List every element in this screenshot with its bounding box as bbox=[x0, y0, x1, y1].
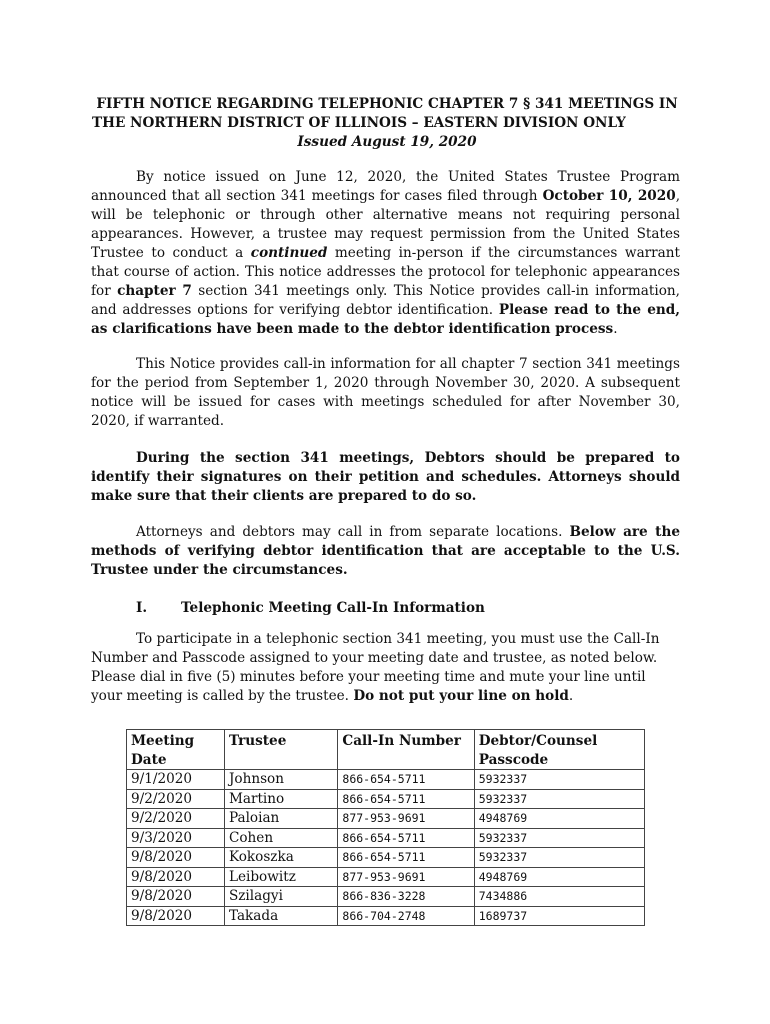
intro-text-e: meeting in-person if the circumstances warrant that course of action. This notice addresses the protocol for telephonic appearances for bbox=[91, 245, 680, 299]
paragraph-participate bbox=[91, 630, 680, 706]
paragraph-verification bbox=[91, 523, 680, 580]
cell-passcode: 7434886 bbox=[474, 887, 644, 907]
do-not-hold: Do not put your line on hold bbox=[353, 688, 569, 704]
col-header-date: Meeting Date bbox=[127, 730, 225, 770]
table-row bbox=[127, 770, 645, 790]
intro-clarification: Please read to the end, as clarifications have been made to the debtor identification process bbox=[91, 302, 680, 337]
participate-text-a: To participate in a telephonic section 341 meeting, you must use the Call-In Number and Passcode assigned to your meeting date and trustee, as noted below. Please dial in five (5) minutes before your meeting time and mute your line until your meeting is called by the trustee. bbox=[91, 631, 660, 704]
intro-continued: continued bbox=[250, 245, 328, 261]
cell-callin: 866-654-5711 bbox=[338, 770, 474, 790]
cell-trustee: Johnson bbox=[224, 770, 337, 790]
table-row bbox=[127, 906, 645, 926]
cell-trustee: Cohen bbox=[224, 828, 337, 848]
cell-date: 9/2/2020 bbox=[127, 789, 225, 809]
cell-callin: 866-654-5711 bbox=[338, 848, 474, 868]
issued-date: Issued August 19, 2020 bbox=[297, 134, 477, 150]
cell-trustee: Takada bbox=[224, 906, 337, 926]
paragraph-period bbox=[91, 355, 680, 431]
cell-callin: 877-953-9691 bbox=[338, 809, 474, 829]
participate-text-c: . bbox=[568, 688, 574, 704]
cell-passcode: 5932337 bbox=[474, 848, 644, 868]
section-heading bbox=[136, 600, 485, 616]
verification-text-a: Attorneys and debtors may call in from separate locations. bbox=[136, 524, 570, 540]
cell-trustee: Leibowitz bbox=[224, 867, 337, 887]
period-text: This Notice provides call-in information for all chapter 7 section 341 meetings for the period from September 1, 2020 through November 30, 2020. A subsequent notice will be issued for cases with meetings scheduled for after November 30, 2020, if warranted. bbox=[91, 356, 680, 429]
cell-callin: 877-953-9691 bbox=[338, 867, 474, 887]
table-row bbox=[127, 789, 645, 809]
heading-line-1: FIFTH NOTICE REGARDING TELEPHONIC CHAPTER 7 § 341 MEETINGS IN bbox=[96, 96, 678, 112]
intro-text-a: By notice issued on June 12, 2020, the United States Trustee Program announced that all section 341 meetings for cases filed through bbox=[91, 169, 680, 204]
section-title: Telephonic Meeting Call-In Information bbox=[181, 600, 485, 616]
table-row bbox=[127, 867, 645, 887]
cell-passcode: 5932337 bbox=[474, 828, 644, 848]
paragraph-signatures bbox=[91, 449, 680, 506]
col-header-passcode: Debtor/Counsel Passcode bbox=[474, 730, 644, 770]
cell-trustee: Martino bbox=[224, 789, 337, 809]
cell-passcode: 4948769 bbox=[474, 809, 644, 829]
cell-date: 9/1/2020 bbox=[127, 770, 225, 790]
intro-text-i: . bbox=[613, 321, 618, 337]
intro-date: October 10, 2020 bbox=[542, 188, 676, 204]
cell-passcode: 5932337 bbox=[474, 770, 644, 790]
cell-callin: 866-654-5711 bbox=[338, 828, 474, 848]
cell-date: 9/3/2020 bbox=[127, 828, 225, 848]
table-row bbox=[127, 809, 645, 829]
signatures-text: During the section 341 meetings, Debtors should be prepared to identify their signatures on their petition and schedules. Attorneys should make sure that their clients are prepared to do so. bbox=[91, 450, 680, 504]
paragraph-intro bbox=[91, 168, 680, 339]
intro-chapter: chapter 7 bbox=[117, 283, 192, 299]
intro-text-g: section 341 meetings only. This Notice provides call-in information, and addresses options for verifying debtor identification. bbox=[91, 283, 680, 318]
cell-callin: 866-836-3228 bbox=[338, 887, 474, 907]
cell-date: 9/2/2020 bbox=[127, 809, 225, 829]
cell-trustee: Szilagyi bbox=[224, 887, 337, 907]
col-header-trustee: Trustee bbox=[224, 730, 337, 770]
cell-date: 9/8/2020 bbox=[127, 906, 225, 926]
cell-passcode: 5932337 bbox=[474, 789, 644, 809]
cell-passcode: 4948769 bbox=[474, 867, 644, 887]
intro-text-c: , will be telephonic or through other alternative means not requiring personal appearances. However, a trustee may request permission from the United States Trustee to conduct a bbox=[91, 188, 681, 261]
notice-heading bbox=[92, 95, 682, 152]
table-header-row bbox=[127, 730, 645, 770]
cell-trustee: Paloian bbox=[224, 809, 337, 829]
col-header-callin: Call-In Number bbox=[338, 730, 474, 770]
table-row bbox=[127, 887, 645, 907]
cell-date: 9/8/2020 bbox=[127, 887, 225, 907]
meeting-table bbox=[126, 729, 645, 926]
cell-date: 9/8/2020 bbox=[127, 867, 225, 887]
cell-passcode: 1689737 bbox=[474, 906, 644, 926]
section-number: I. bbox=[136, 600, 148, 616]
cell-date: 9/8/2020 bbox=[127, 848, 225, 868]
verification-text-b: Below are the methods of verifying debtor identification that are acceptable to the U.S. Trustee under the circumstances. bbox=[91, 524, 680, 578]
cell-callin: 866-704-2748 bbox=[338, 906, 474, 926]
table-row bbox=[127, 828, 645, 848]
heading-line-2: THE NORTHERN DISTRICT OF ILLINOIS – EASTERN DIVISION ONLY bbox=[92, 115, 626, 131]
table-row bbox=[127, 848, 645, 868]
cell-trustee: Kokoszka bbox=[224, 848, 337, 868]
cell-callin: 866-654-5711 bbox=[338, 789, 474, 809]
